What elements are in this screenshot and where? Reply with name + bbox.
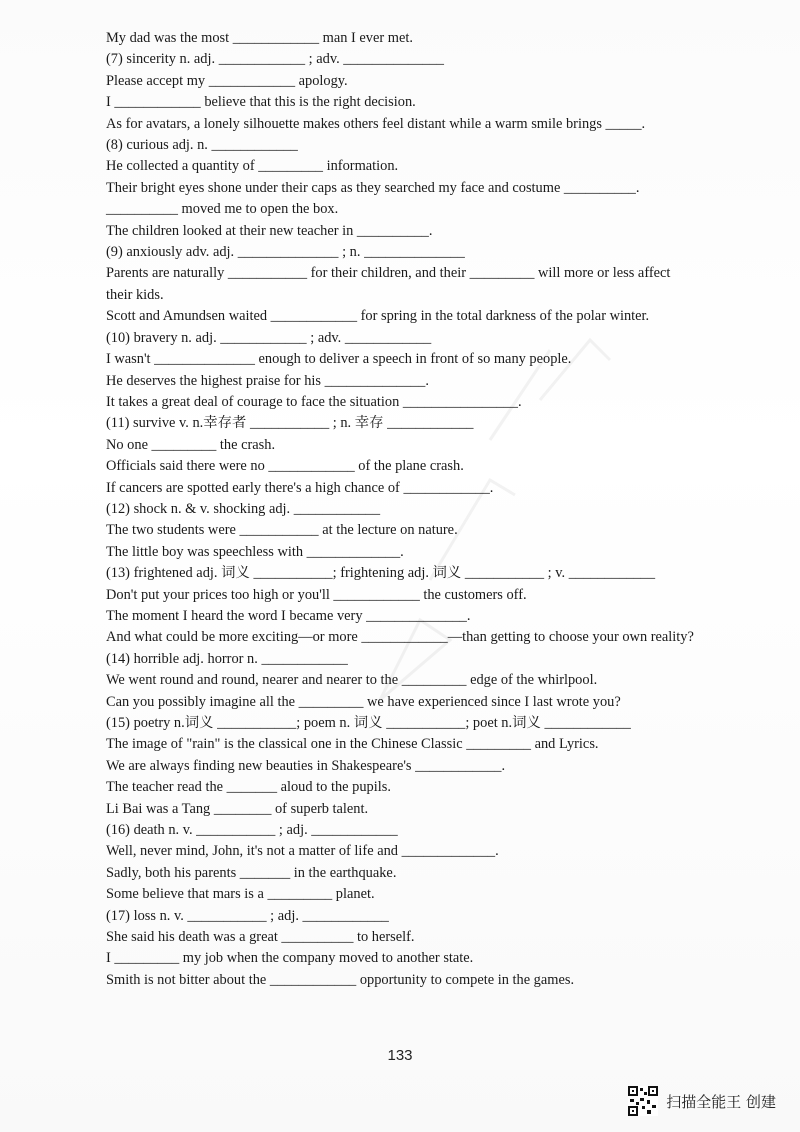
word-family-heading: (15) poetry n.词义 ___________; poem n. 词义 ___________; poet n.词义 ____________ bbox=[106, 715, 631, 731]
fill-in-sentence: I wasn't ______________ enough to deliver a speech in front of so many people. bbox=[106, 351, 572, 368]
fill-in-sentence: their kids. bbox=[106, 286, 164, 303]
fill-in-sentence: Sadly, both his parents _______ in the earthquake. bbox=[106, 864, 397, 881]
fill-in-sentence: My dad was the most ____________ man I ever met. bbox=[106, 30, 413, 46]
fill-in-sentence: The little boy was speechless with _____________. bbox=[106, 543, 404, 560]
fill-in-sentence: Their bright eyes shone under their caps as they searched my face and costume __________. bbox=[106, 179, 640, 196]
fill-in-sentence: Parents are naturally ___________ for their children, and their _________ will more or less affect bbox=[106, 265, 671, 282]
fill-in-sentence: Li Bai was a Tang ________ of superb talent. bbox=[106, 800, 369, 817]
fill-in-sentence: Scott and Amundsen waited ____________ for spring in the total darkness of the polar winter. bbox=[106, 308, 650, 325]
fill-in-sentence: We went round and round, nearer and nearer to the _________ edge of the whirlpool. bbox=[106, 672, 598, 689]
word-family-heading: (17) loss n. v. ___________ ; adj. ____________ bbox=[106, 907, 389, 924]
fill-in-sentence: Smith is not bitter about the ____________ opportunity to compete in the games. bbox=[106, 971, 575, 988]
fill-in-sentence: Don't put your prices too high or you'll ____________ the customers off. bbox=[106, 586, 527, 603]
fill-in-sentence: The children looked at their new teacher in __________. bbox=[106, 222, 433, 239]
fill-in-sentence: No one _________ the crash. bbox=[106, 436, 276, 453]
word-family-heading: (13) frightened adj. 词义 ___________; frightening adj. 词义 ___________ ; v. ____________ bbox=[106, 565, 656, 582]
word-family-heading: (12) shock n. & v. shocking adj. ____________ bbox=[106, 500, 381, 517]
fill-in-sentence: Some believe that mars is a _________ planet. bbox=[106, 886, 375, 903]
word-family-heading: (9) anxiously adv. adj. ______________ ; n. ______________ bbox=[106, 244, 465, 261]
fill-in-sentence: Can you possibly imagine all the _________ we have experienced since I last wrote you? bbox=[106, 693, 621, 710]
scanner-label: 扫描全能王 创建 bbox=[666, 1092, 776, 1111]
fill-in-sentence: We are always finding new beauties in Shakespeare's ____________. bbox=[106, 757, 506, 774]
fill-in-sentence: It takes a great deal of courage to face the situation ________________. bbox=[106, 393, 522, 410]
fill-in-sentence: The moment I heard the word I became very ______________. bbox=[106, 607, 471, 624]
fill-in-sentence: And what could be more exciting—or more ____________—than getting to choose your own reality? bbox=[106, 629, 694, 646]
fill-in-sentence: If cancers are spotted early there's a high chance of ____________. bbox=[106, 479, 494, 496]
fill-in-sentence: She said his death was a great __________ to herself. bbox=[106, 929, 415, 946]
fill-in-sentence: The two students were ___________ at the lecture on nature. bbox=[106, 522, 458, 539]
word-family-heading: (16) death n. v. ___________ ; adj. ____________ bbox=[106, 822, 398, 839]
fill-in-sentence: He deserves the highest praise for his ______________. bbox=[106, 372, 429, 389]
word-family-heading: (10) bravery n. adj. ____________ ; adv. ____________ bbox=[106, 329, 432, 346]
worksheet-body bbox=[106, 28, 716, 991]
scanner-watermark bbox=[628, 1084, 776, 1118]
fill-in-sentence: Please accept my ____________ apology. bbox=[106, 72, 348, 89]
fill-in-sentence: I ____________ believe that this is the right decision. bbox=[106, 94, 416, 111]
word-family-heading: (11) survive v. n.幸存者 ___________ ; n. 幸存 ____________ bbox=[106, 415, 474, 432]
fill-in-sentence: Officials said there were no ____________ of the plane crash. bbox=[106, 458, 464, 475]
fill-in-sentence: I _________ my job when the company moved to another state. bbox=[106, 950, 474, 967]
fill-in-sentence: The teacher read the _______ aloud to the pupils. bbox=[106, 779, 391, 796]
fill-in-sentence: Well, never mind, John, it's not a matter of life and _____________. bbox=[106, 843, 499, 860]
fill-in-sentence: As for avatars, a lonely silhouette makes others feel distant while a warm smile brings _____. bbox=[106, 115, 646, 132]
page-number: 133 bbox=[387, 1047, 413, 1064]
qr-code-icon bbox=[628, 1086, 658, 1116]
fill-in-sentence: __________ moved me to open the box. bbox=[106, 201, 339, 218]
word-family-heading: (14) horrible adj. horror n. ____________ bbox=[106, 650, 348, 667]
fill-in-sentence: He collected a quantity of _________ information. bbox=[106, 158, 399, 175]
fill-in-sentence: The image of "rain" is the classical one in the Chinese Classic _________ and Lyrics. bbox=[106, 736, 599, 753]
word-family-heading: (7) sincerity n. adj. ____________ ; adv. ______________ bbox=[106, 51, 445, 68]
word-family-heading: (8) curious adj. n. ____________ bbox=[106, 137, 298, 154]
